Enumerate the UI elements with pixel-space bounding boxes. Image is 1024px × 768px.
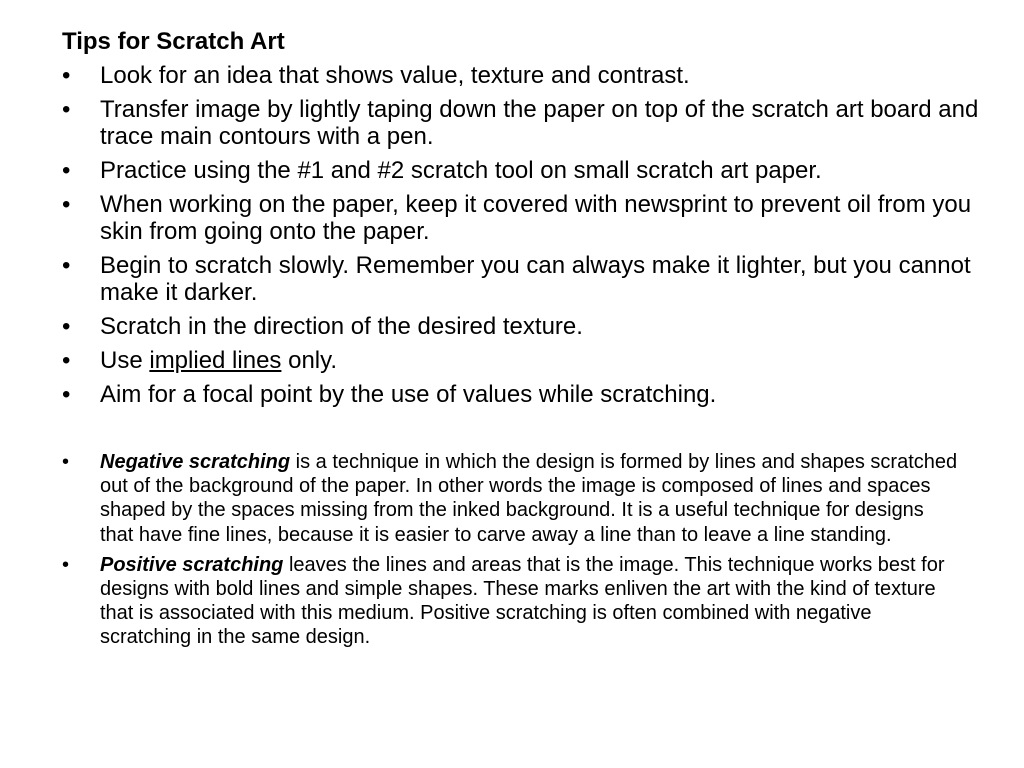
definition-text: leaves the lines and areas that is the image. This technique works best for designs with bold lines and simple shapes. These marks enliven the art with the kind of texture that is associated with this medium. Positive scratching is often combined with negative scratching in the same design. xyxy=(100,553,945,649)
tip-text: Scratch in the direction of the desired texture. xyxy=(100,313,583,340)
tip-text-before: Use xyxy=(100,347,150,374)
tip-text: Begin to scratch slowly. Remember you can always make it lighter, but you cannot make it darker. xyxy=(100,252,971,306)
tips-list xyxy=(62,62,1002,415)
slide-title: Tips for Scratch Art xyxy=(62,28,285,55)
tip-text-after: only. xyxy=(281,347,338,374)
tip-item xyxy=(62,313,1002,340)
bullet-icon: • xyxy=(62,313,71,340)
definition-item xyxy=(62,553,962,650)
bullet-icon: • xyxy=(62,96,71,123)
bullet-icon: • xyxy=(62,157,71,184)
tip-item xyxy=(62,191,1002,245)
tip-text: Look for an idea that shows value, texture and contrast. xyxy=(100,62,690,89)
definition-item xyxy=(62,450,962,547)
bullet-icon: • xyxy=(62,381,71,408)
definition-text: is a technique in which the design is formed by lines and shapes scratched out of the background of the paper. In other words the image is composed of lines and spaces shaped by the spaces missing from the inked background. It is a useful technique for designs that have fine lines, because it is easier to carve away a line than to leave a line standing. xyxy=(100,451,958,546)
tip-item xyxy=(62,96,1002,150)
definition-term: Positive scratching xyxy=(100,553,284,576)
tip-text: Practice using the #1 and #2 scratch tool on small scratch art paper. xyxy=(100,157,822,184)
tip-item xyxy=(62,347,1002,374)
underlined-term: implied lines xyxy=(149,347,282,374)
definition-term: Negative scratching xyxy=(100,451,291,473)
definitions-list xyxy=(62,450,962,656)
bullet-icon: • xyxy=(62,252,71,279)
bullet-icon: • xyxy=(62,62,71,89)
bullet-icon: • xyxy=(62,451,70,473)
bullet-icon: • xyxy=(62,347,71,374)
tip-text: Transfer image by lightly taping down the paper on top of the scratch art board and trace main contours with a pen. xyxy=(100,96,979,150)
tip-text: When working on the paper, keep it covered with newsprint to prevent oil from you skin from going onto the paper. xyxy=(100,191,972,245)
tip-item xyxy=(62,252,1002,306)
tip-item xyxy=(62,381,1002,408)
tip-text: Aim for a focal point by the use of values while scratching. xyxy=(100,381,717,408)
bullet-icon: • xyxy=(62,553,70,576)
bullet-icon: • xyxy=(62,191,71,218)
tip-item xyxy=(62,62,1002,89)
tip-item xyxy=(62,157,1002,184)
